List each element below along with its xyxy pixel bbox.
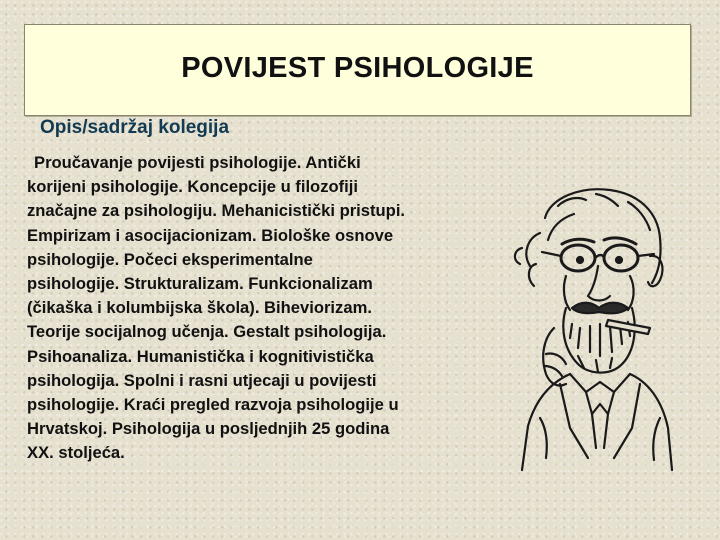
- description-line: (čikaška i kolumbijska škola). Biheviorizam.: [27, 298, 372, 318]
- description-line: Proučavanje povijesti psihologije. Antički: [34, 153, 361, 172]
- description-line: XX. stoljeća.: [27, 443, 125, 463]
- description-line: psihologija. Spolni i rasni utjecaji u povijesti: [27, 370, 377, 390]
- title-box: [24, 24, 691, 116]
- description-line: psihologije. Počeci eksperimentalne: [27, 249, 313, 269]
- description-line: Empirizam i asocijacionizam. Biološke osnove: [27, 225, 394, 245]
- description-line: Teorije socijalnog učenja. Gestalt psihologija.: [27, 322, 387, 342]
- portrait-sketch-image: [500, 178, 680, 473]
- slide-subtitle: Opis/sadržaj kolegija: [40, 117, 230, 138]
- description-line: psihologije. Kraći pregled razvoja psihologije u: [27, 395, 399, 415]
- course-description: [27, 151, 497, 466]
- slide-title: POVIJEST PSIHOLOGIJE: [181, 52, 534, 84]
- description-line: Psihoanaliza. Humanistička i kognitivistička: [27, 346, 374, 366]
- description-line: Hrvatskoj. Psihologija u posljednjih 25 godina: [27, 419, 390, 439]
- description-line: korijeni psihologije. Koncepcije u filozofiji: [27, 177, 358, 197]
- description-line: psihologije. Strukturalizam. Funkcionalizam: [27, 274, 373, 294]
- description-line: značajne za psihologiju. Mehanicistički pristupi.: [27, 201, 406, 221]
